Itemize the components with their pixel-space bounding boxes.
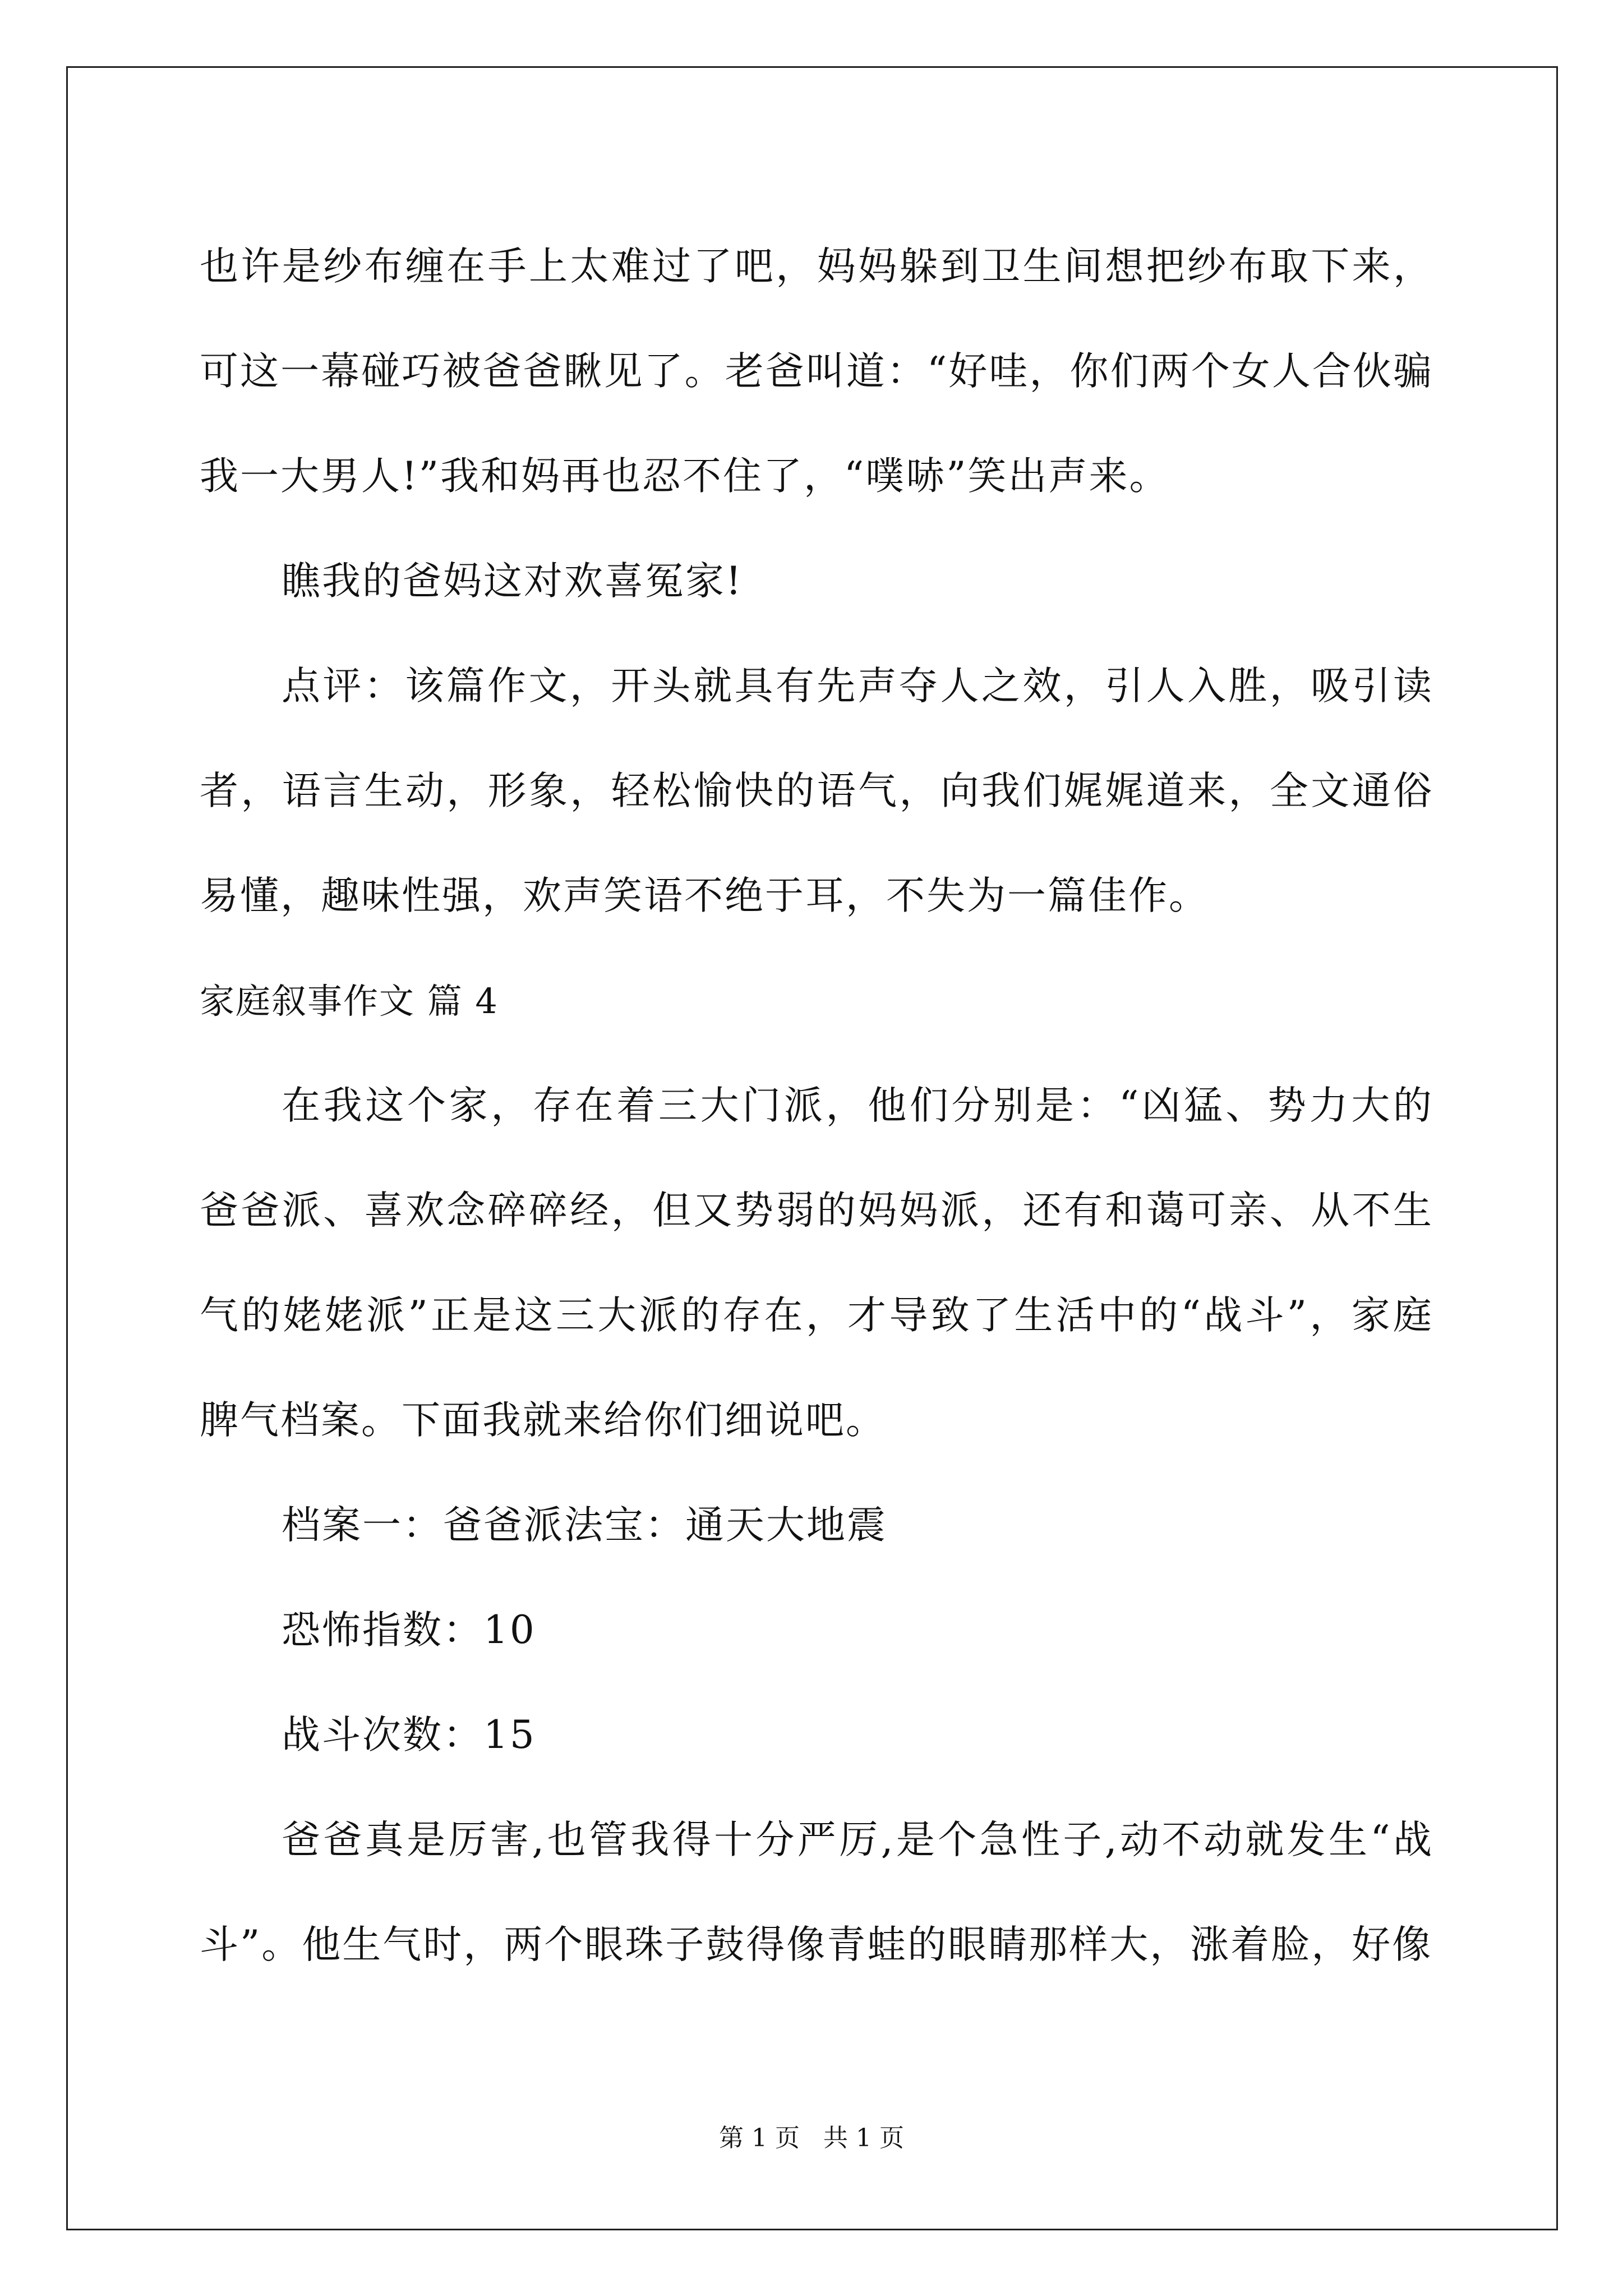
paragraph-battle-count: 战斗次数：15 xyxy=(282,1713,536,1757)
paragraph-2: 瞧我的爸妈这对欢喜冤家! xyxy=(282,559,743,604)
page-footer xyxy=(0,2122,1623,2155)
paragraph-1: 也许是纱布缠在手上太难过了吧，妈妈躲到卫生间想把纱布取下来，可这一幕碰巧被爸爸瞅见了。老爸叫道：“好哇，你们两个女人合伙骗我一大男人!”我和妈再也忍不住了，“噗哧”笑出声来。 xyxy=(200,244,1433,499)
paragraph-review: 点评：该篇作文，开头就具有先声夺人之效，引人入胜，吸引读者，语言生动，形象，轻松愉快的语气，向我们娓娓道来，全文通俗易懂，趣味性强，欢声笑语不绝于耳，不失为一篇佳作。 xyxy=(200,664,1433,918)
document-body xyxy=(200,214,1433,1998)
section-heading: 家庭叙事作文 篇 4 xyxy=(200,981,499,1022)
paragraph-fear-index: 恐怖指数：10 xyxy=(282,1608,536,1653)
paragraph-8: 爸爸真是厉害,也管我得十分严厉,是个急性子,动不动就发生“战斗”。他生气时，两个眼珠子鼓得像青蛙的眼睛那样大，涨着脸，好像 xyxy=(200,1818,1433,1967)
page-number-current: 第 1 页 xyxy=(719,2124,800,2152)
paragraph-archive-one: 档案一：爸爸派法宝：通天大地震 xyxy=(282,1503,887,1548)
paragraph-4: 在我这个家，存在着三大门派，他们分别是：“凶猛、势力大的爸爸派、喜欢念碎碎经，但又势弱的妈妈派，还有和蔼可亲、从不生气的姥姥派”正是这三大派的存在，才导致了生活中的“战斗”，家庭脾气档案。下面我就来给你们细说吧。 xyxy=(200,1083,1433,1443)
page-number-total: 共 1 页 xyxy=(823,2124,904,2152)
